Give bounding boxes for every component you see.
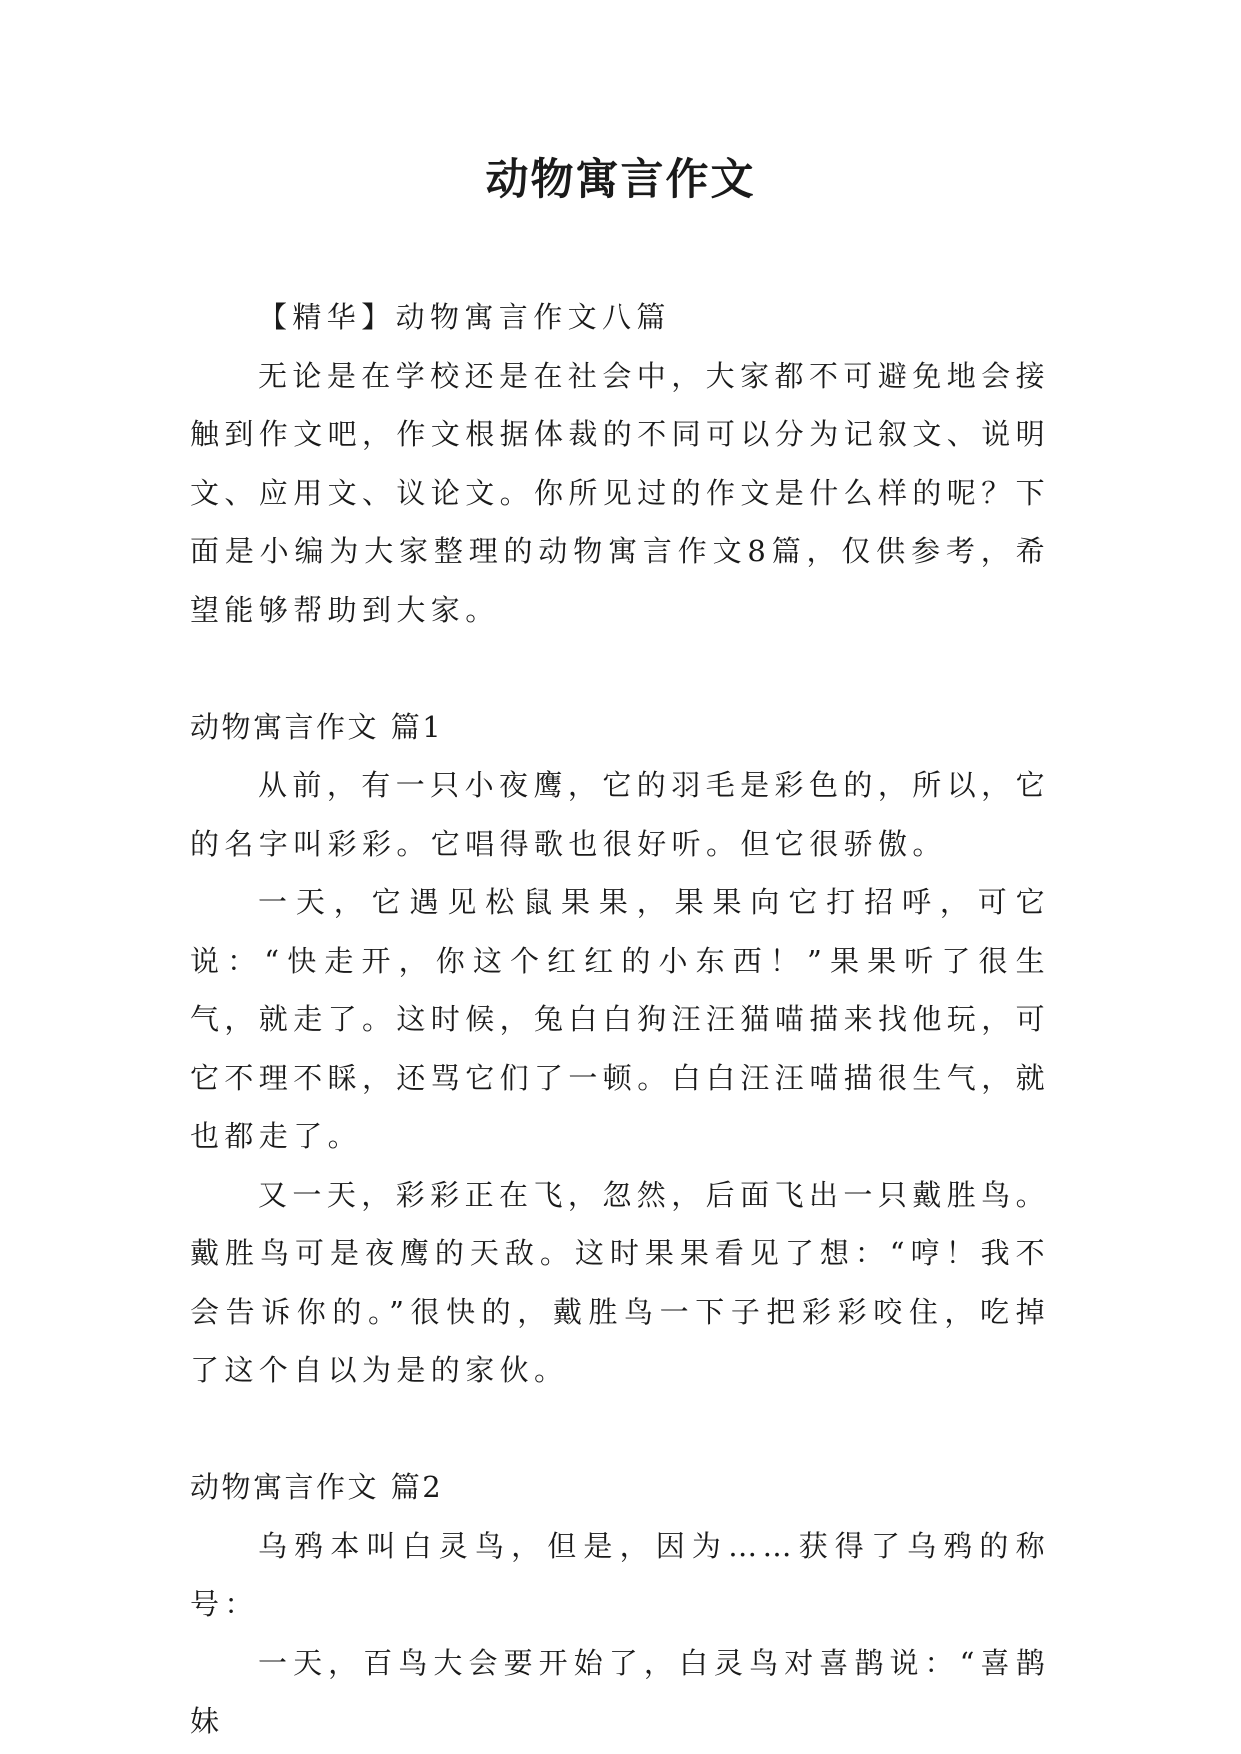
intro-paragraph: 无论是在学校还是在社会中，大家都不可避免地会接触到作文吧，作文根据体裁的不同可以分为记叙文、说明文、应用文、议论文。你所见过的作文是什么样的呢？下面是小编为大家整理的动物寓言作文8篇，仅供参考，希望能够帮助到大家。: [190, 358, 1051, 627]
section-1-paragraph-3: 又一天，彩彩正在飞，忽然，后面飞出一只戴胜鸟。戴胜鸟可是夜鹰的天敌。这时果果看见了想：“哼！我不会告诉你的。”很快的，戴胜鸟一下子把彩彩咬住，吃掉了这个自以为是的家伙。: [190, 1177, 1050, 1387]
document-title: 动物寓言作文: [485, 155, 756, 205]
intro-line: 【精华】动物寓言作文八篇: [258, 300, 671, 334]
document-body: [190, 288, 1050, 1751]
section-heading-1: 动物寓言作文 篇1: [190, 709, 444, 744]
section-2-paragraph-2: 一天，百鸟大会要开始了，白灵鸟对喜鹊说：“喜鹊妹: [190, 1645, 1050, 1738]
section-gap: [190, 1400, 1050, 1459]
section-2-paragraph-1: 乌鸦本叫白灵鸟，但是，因为……获得了乌鸦的称号：: [190, 1528, 1050, 1621]
section-1-paragraph-2: 一天，它遇见松鼠果果，果果向它打招呼，可它说：“快走开，你这个红红的小东西！”果果听了很生气，就走了。这时候，兔白白狗汪汪猫喵描来找他玩，可它不理不睬，还骂它们了一顿。白白汪汪喵描很生气，就也都走了。: [190, 885, 1051, 1153]
section-1-paragraph-1: 从前，有一只小夜鹰，它的羽毛是彩色的，所以，它的名字叫彩彩。它唱得歌也很好听。但它很骄傲。: [190, 768, 1050, 861]
section-gap: [190, 639, 1050, 698]
section-heading-2: 动物寓言作文 篇2: [190, 1470, 444, 1504]
